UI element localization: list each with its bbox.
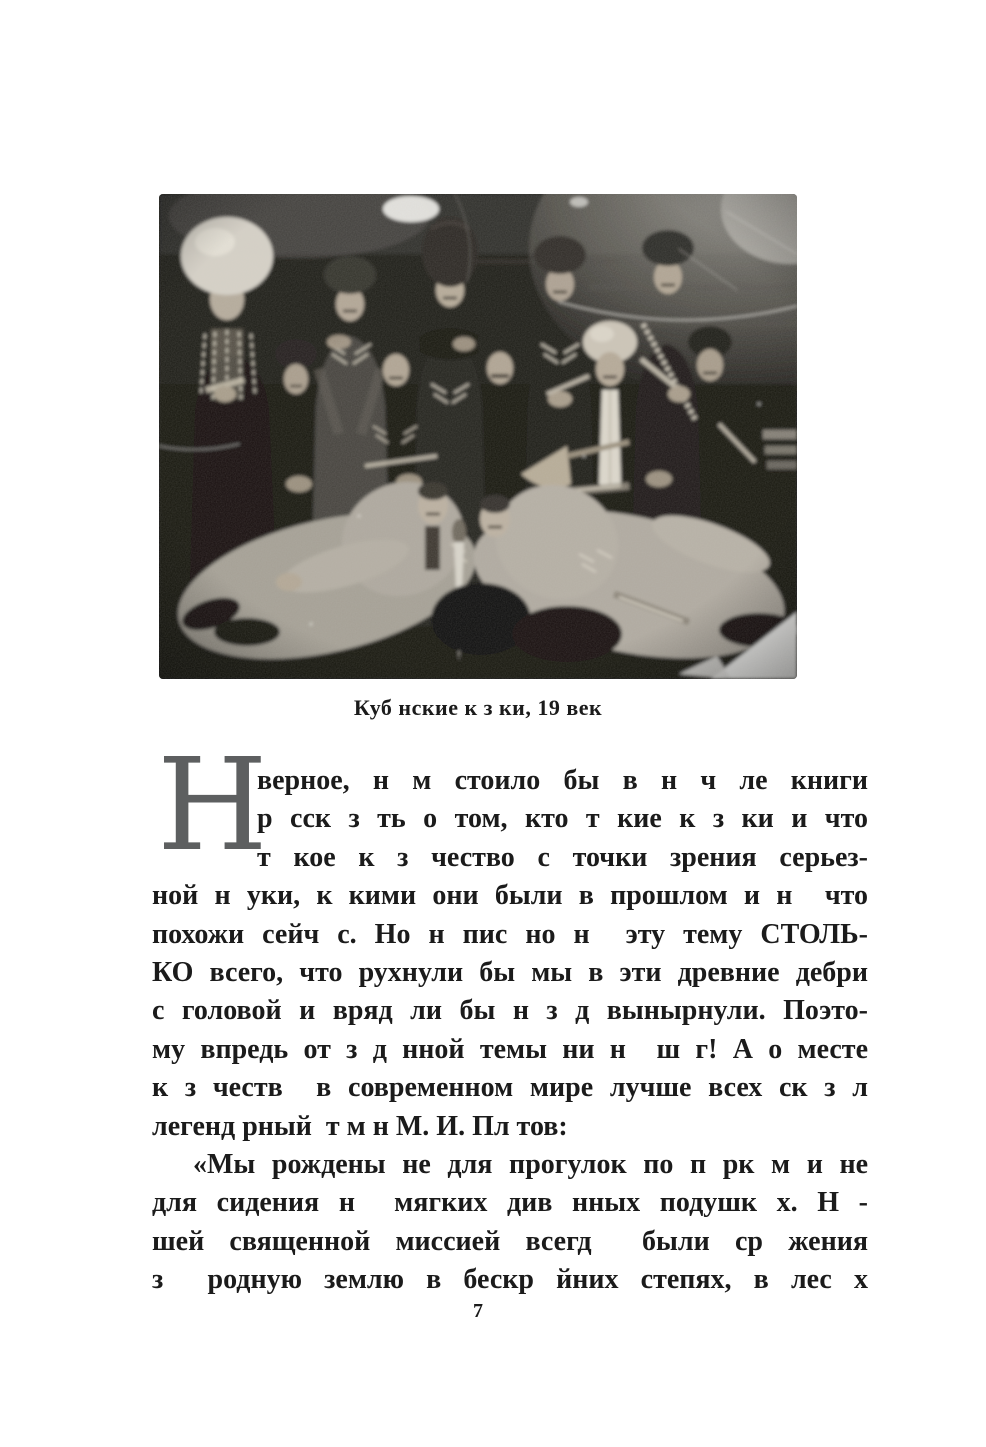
page-number: 7 (473, 1300, 483, 1322)
text-line: ной н уки, к кими они были в прошлом и н что (152, 880, 868, 912)
text-line: му впредь от з д нной темы ни н ш г! А о месте (152, 1033, 868, 1065)
text-line: р сск з ть о том, кто т кие к з ки и что (257, 803, 868, 835)
text-line: шей священной миссией всегд были ср жения (152, 1225, 868, 1257)
body-text (152, 731, 868, 1299)
text-line: для сидения н мягких див нных подушк х. Н - (152, 1187, 868, 1219)
drop-cap: Н (157, 731, 268, 879)
text-line: легенд рный т м н М. И. Пл тов: (152, 1110, 568, 1142)
text-line: з родную землю в бескр йних степях, в лес х (152, 1264, 868, 1296)
text-line: «Мы рождены не для прогулок по п рк м и не (193, 1148, 868, 1180)
cossacks-photo (159, 194, 797, 679)
text-line: похожи сейч с. Но н пис но н эту тему СТОЛЬ- (152, 918, 868, 950)
text-line: с головой и вряд ли бы н з д вынырнули. Поэто- (152, 995, 868, 1027)
text-line: верное, н м стоило бы в н ч ле книги (257, 765, 868, 796)
text-line: т кое к з чество с точки зрения серьез- (257, 841, 868, 873)
cossacks-photo-illustration (159, 194, 797, 679)
photo-caption: Куб нские к з ки, 19 век (353, 695, 603, 720)
text-line: к з честв в современном мире лучше всех ск з л (152, 1072, 868, 1104)
text-line: КО всего, что рухнули бы мы в эти древние дебри (152, 956, 868, 988)
